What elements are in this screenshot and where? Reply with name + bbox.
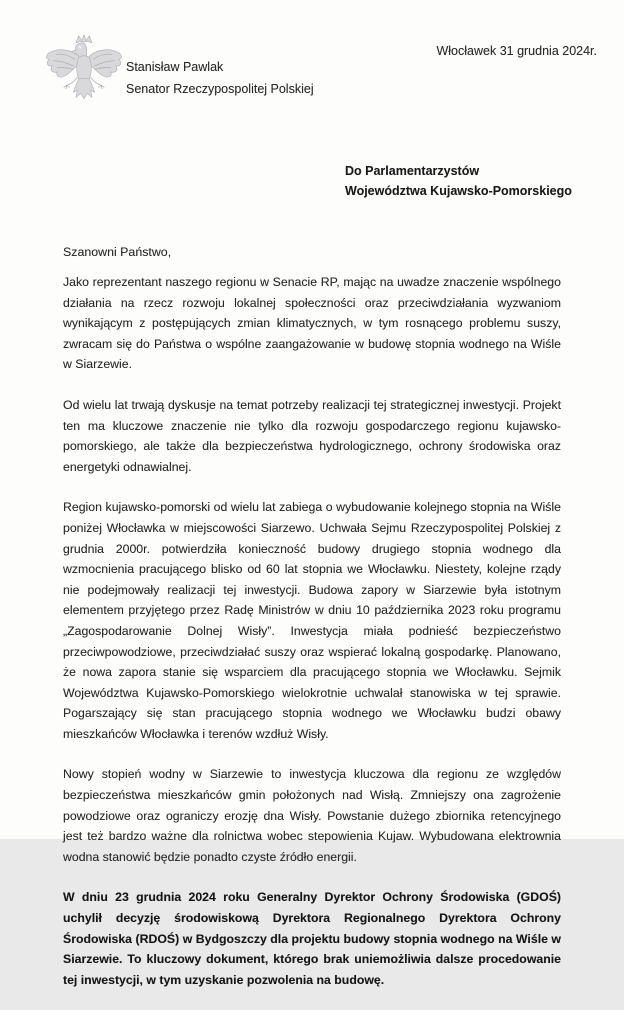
sender-title: Senator Rzeczypospolitej Polskiej: [126, 81, 314, 96]
paragraph-2: Od wielu lat trwają dyskusje na temat potrzeby realizacji tej strategicznej inwestycji. Projekt ten ma kluczowe znaczenie nie tylko dla rozwoju gospodarczego regionu kujawsko-pomorskiego, ale także dla bezpieczeństwa hydrologicznego, ochrony środowiska oraz energetyki odnawialnej.: [63, 397, 561, 474]
date-line: Włocławek 31 grudnia 2024r.: [436, 44, 597, 58]
recipient-line-2: Województwa Kujawsko-Pomorskiego: [345, 184, 572, 198]
sender-name: Stanisław Pawlak: [126, 60, 224, 74]
paragraph-3: Region kujawsko-pomorski od wielu lat zabiega o wybudowanie kolejnego stopnia na Wiśle poniżej Włocławka w miejscowości Siarzewo. Uchwała Sejmu Rzeczypospolitej Polskiej z grudnia 2000r. potwierdziła konieczność budowy drugiego stopnia wodnego dla wzmocnienia pracującego blisko od 60 lat stopnia we Włocławku. Niestety, kolejne rządy nie podejmowały realizacji tej inwestycji. Budowa zapory w Siarzewie była istotnym elementem przyjętego przez Radę Ministrów w dniu 10 października 2023 roku programu „Zagospodarowanie Dolnej Wisły”. Inwestycja miała podnieść bezpieczeństwo przeciwpowodziowe, przeciwdziałać suszy oraz wspierać lokalną gospodarkę. Planowano, że nowa zapora stanie się wsparciem dla pracującego stopnia we Włocławku. Sejmik Województwa Kujawsko-Pomorskiego wielokrotnie uchwalał stanowiska w tej sprawie. Pogarszający się stan pracującego stopnia wodnego we Włocławku budzi obawy mieszkańców Włocławka i terenów wzdłuż Wisły.: [63, 500, 561, 741]
recipient-block: [345, 161, 572, 201]
paragraph-5: W dniu 23 grudnia 2024 roku Generalny Dyrektor Ochrony Środowiska (GDOŚ) uchylił decyzję środowiskową Dyrektora Regionalnego Dyrektora Ochrony Środowiska (RDOŚ) w Bydgoszczy dla projektu budowy stopnia wodnego na Wiśle w Siarzewie. To kluczowy dokument, którego brak uniemożliwia dalsze procedowanie tej inwestycji, w tym uzyskanie pozwolenia na budowę.: [63, 890, 561, 987]
polish-eagle-emblem: [44, 30, 124, 122]
paragraph-4: Nowy stopień wodny w Siarzewie to inwestycja kluczowa dla regionu ze względów bezpieczeństwa mieszkańców gmin położonych nad Wisłą. Zmniejszy ona zagrożenie powodziowe oraz ograniczy erozję dna Wisły. Powstanie dużego zbiornika retencyjnego jest też bardzo ważne dla rolnictwa wobec stepowienia Kujaw. Wybudowana elektrownia wodna stanowić będzie ponadto czyste źródło energii.: [63, 767, 561, 864]
letter-body: [63, 245, 561, 1010]
recipient-line-1: Do Parlamentarzystów: [345, 164, 480, 178]
paragraph-1: Jako reprezentant naszego regionu w Senacie RP, mając na uwadze znaczenie wspólnego działania na rzecz rozwoju lokalnej społeczności oraz przeciwdziałania wyzwaniom wynikającym z postępujących zmian klimatycznych, w tym rosnącego problemu suszy, zwracam się do Państwa o wspólne zaangażowanie w budowę stopnia wodnego na Wiśle w Siarzewie.: [63, 275, 561, 372]
sender-block: [126, 57, 314, 100]
salutation: Szanowni Państwo,: [63, 245, 172, 259]
